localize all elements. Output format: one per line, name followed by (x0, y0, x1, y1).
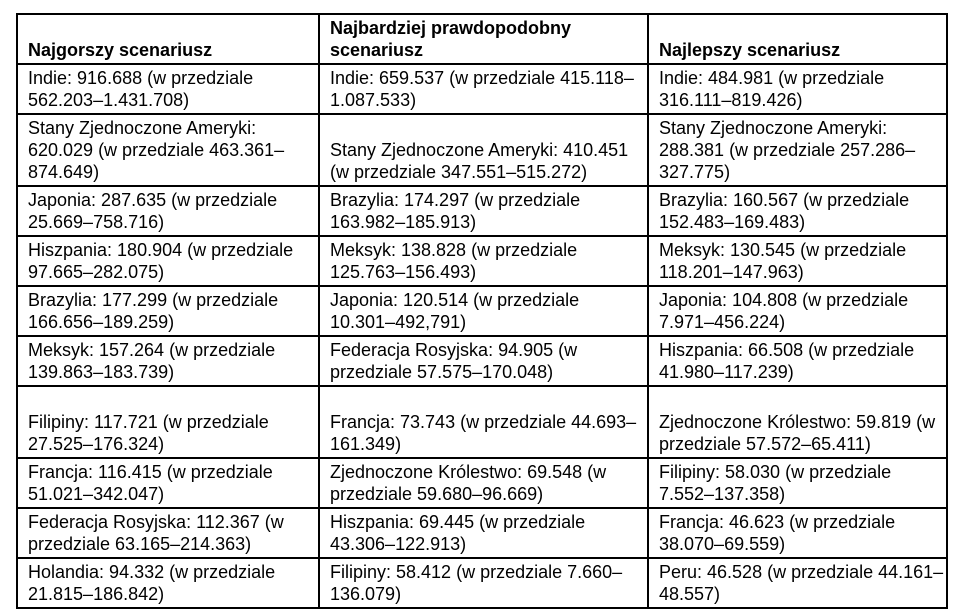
table-row (17, 114, 947, 186)
table-row (17, 236, 947, 286)
table-cell: Hiszpania: 69.445 (w przedziale 43.306–122.913) (319, 508, 648, 558)
table-cell: Meksyk: 130.545 (w przedziale 118.201–147.963) (648, 236, 947, 286)
table-cell: Filipiny: 58.030 (w przedziale 7.552–137.358) (648, 458, 947, 508)
table-cell: Hiszpania: 66.508 (w przedziale 41.980–117.239) (648, 336, 947, 386)
header-most-likely: Najbardziej prawdopodobny scenariusz (319, 14, 648, 64)
table-cell: Francja: 116.415 (w przedziale 51.021–342.047) (17, 458, 319, 508)
table-row (17, 336, 947, 386)
header-best-case: Najlepszy scenariusz (648, 14, 947, 64)
table-cell: Filipiny: 58.412 (w przedziale 7.660–136.079) (319, 558, 648, 608)
table-cell: Meksyk: 157.264 (w przedziale 139.863–183.739) (17, 336, 319, 386)
table-cell: Stany Zjednoczone Ameryki: 620.029 (w przedziale 463.361–874.649) (17, 114, 319, 186)
table-row (17, 386, 947, 458)
table-cell: Japonia: 120.514 (w przedziale 10.301–492,791) (319, 286, 648, 336)
table-cell: Indie: 659.537 (w przedziale 415.118–1.087.533) (319, 64, 648, 114)
table-row (17, 508, 947, 558)
table-cell: Francja: 73.743 (w przedziale 44.693–161.349) (319, 386, 648, 458)
table-cell: Stany Zjednoczone Ameryki: 410.451 (w przedziale 347.551–515.272) (319, 114, 648, 186)
header-worst-case: Najgorszy scenariusz (17, 14, 319, 64)
table-cell: Brazylia: 160.567 (w przedziale 152.483–169.483) (648, 186, 947, 236)
table-cell: Holandia: 94.332 (w przedziale 21.815–186.842) (17, 558, 319, 608)
table-cell: Japonia: 104.808 (w przedziale 7.971–456.224) (648, 286, 947, 336)
table-cell: Brazylia: 174.297 (w przedziale 163.982–185.913) (319, 186, 648, 236)
table-cell: Peru: 46.528 (w przedziale 44.161–48.557) (648, 558, 947, 608)
table-cell: Meksyk: 138.828 (w przedziale 125.763–156.493) (319, 236, 648, 286)
table-cell: Indie: 916.688 (w przedziale 562.203–1.431.708) (17, 64, 319, 114)
table-cell: Hiszpania: 180.904 (w przedziale 97.665–282.075) (17, 236, 319, 286)
table-cell: Zjednoczone Królestwo: 69.548 (w przedziale 59.680–96.669) (319, 458, 648, 508)
table-cell: Federacja Rosyjska: 112.367 (w przedziale 63.165–214.363) (17, 508, 319, 558)
table-cell: Stany Zjednoczone Ameryki: 288.381 (w przedziale 257.286–327.775) (648, 114, 947, 186)
scenario-table (16, 13, 948, 609)
table-cell: Francja: 46.623 (w przedziale 38.070–69.559) (648, 508, 947, 558)
table-cell: Filipiny: 117.721 (w przedziale 27.525–176.324) (17, 386, 319, 458)
table-row (17, 458, 947, 508)
table-row (17, 286, 947, 336)
table-cell: Japonia: 287.635 (w przedziale 25.669–758.716) (17, 186, 319, 236)
table-cell: Federacja Rosyjska: 94.905 (w przedziale 57.575–170.048) (319, 336, 648, 386)
table-row (17, 64, 947, 114)
table-cell: Indie: 484.981 (w przedziale 316.111–819.426) (648, 64, 947, 114)
table-cell: Zjednoczone Królestwo: 59.819 (w przedziale 57.572–65.411) (648, 386, 947, 458)
table-row (17, 186, 947, 236)
header-row (17, 14, 947, 64)
table-cell: Brazylia: 177.299 (w przedziale 166.656–189.259) (17, 286, 319, 336)
